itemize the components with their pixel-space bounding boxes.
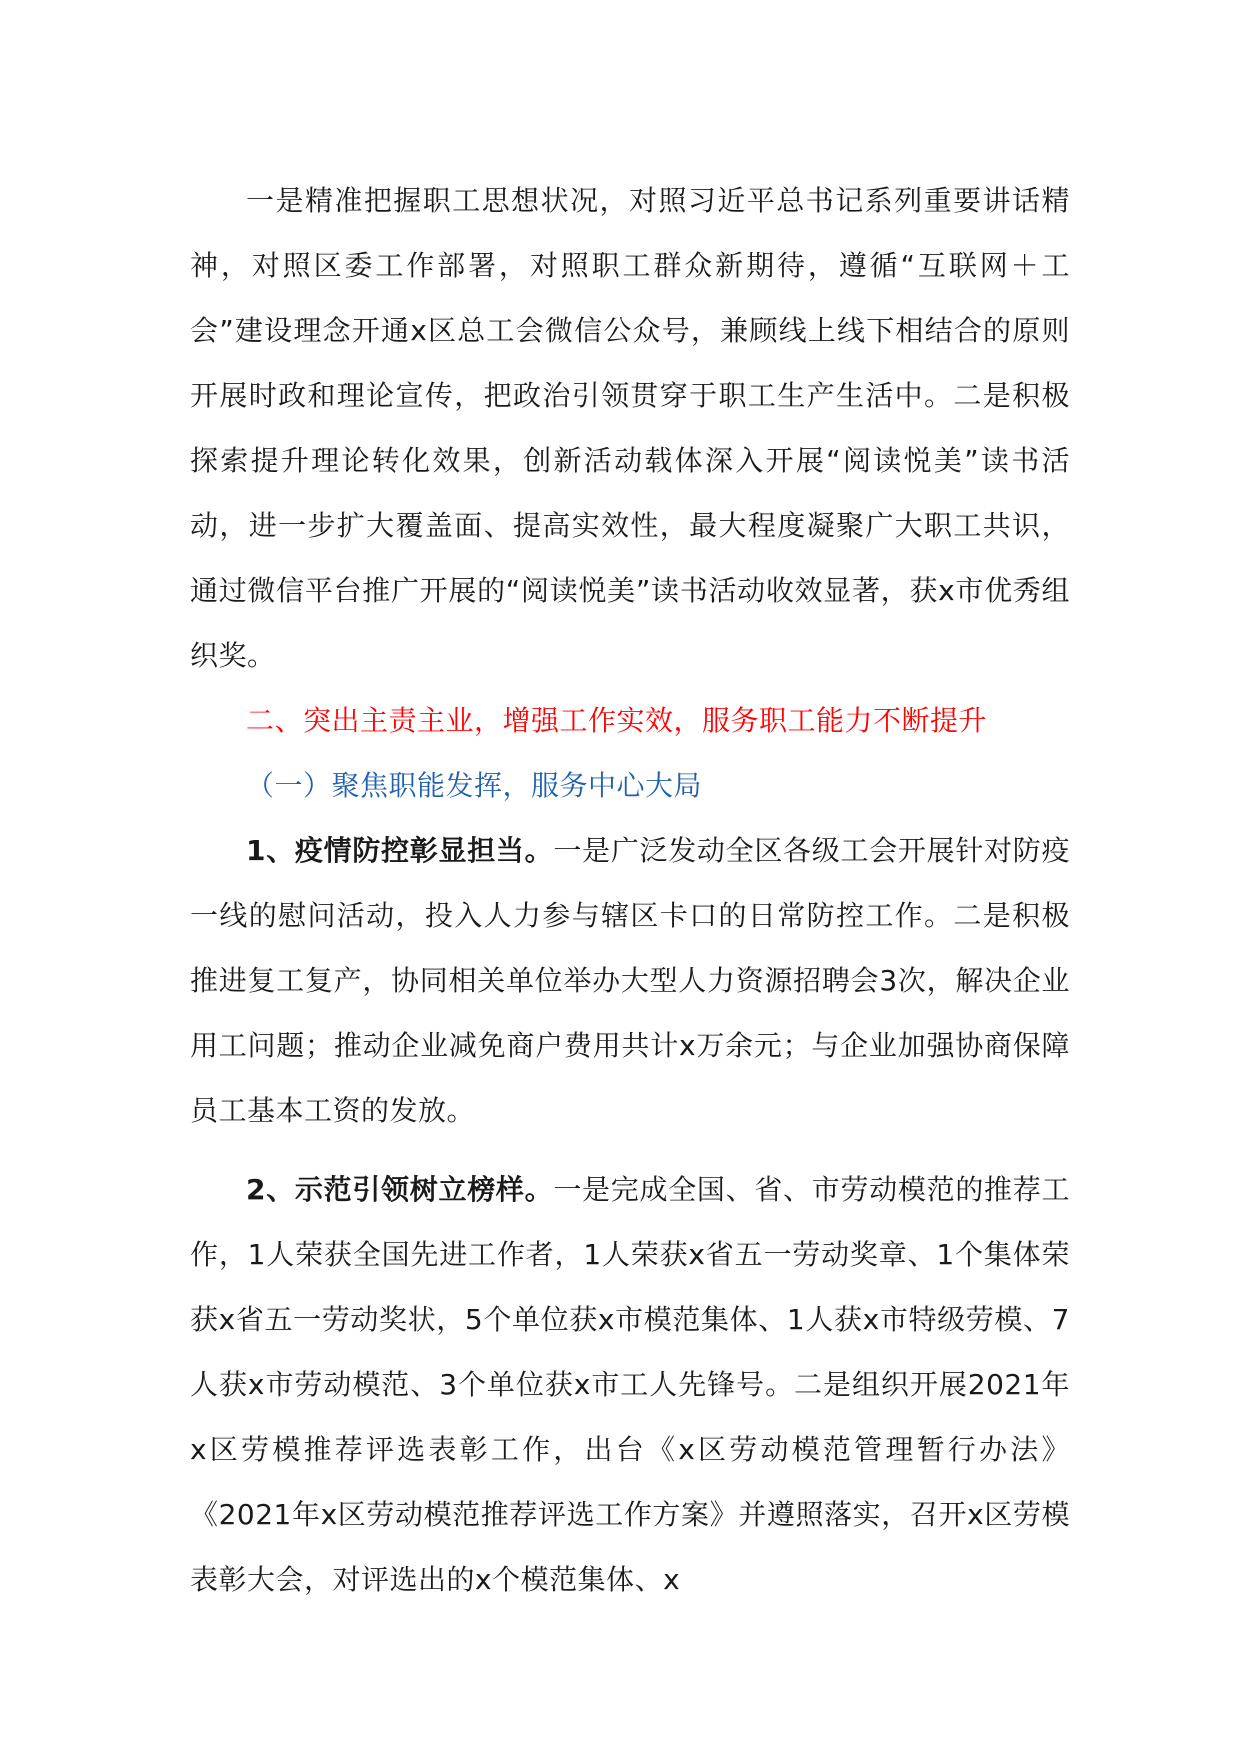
item-1-title: 1、疫情防控彰显担当。 xyxy=(246,834,554,867)
subsection-heading: （一）聚焦职能发挥，服务中心大局 xyxy=(246,769,703,802)
item-2-paragraph xyxy=(190,1157,1070,1612)
document-page xyxy=(190,168,1070,1612)
section-heading: 二、突出主责主业，增强工作实效，服务职工能力不断提升 xyxy=(246,704,988,737)
body-paragraph-1: 一是精准把握职工思想状况，对照习近平总书记系列重要讲话精神，对照区委工作部署，对照职工群众新期待，遵循“互联网＋工会”建设理念开通x区总工会微信公众号，兼顾线上线下相结合的原则开展时政和理论宣传，把政治引领贯穿于职工生产生活中。二是积极探索提升理论转化效果，创新活动载体深入开展“阅读悦美”读书活动，进一步扩大覆盖面、提高实效性，最大程度凝聚广大职工共识，通过微信平台推广开展的“阅读悦美”读书活动收效显著，获x市优秀组织奖。 xyxy=(190,184,1070,672)
item-1-body: 一是广泛发动全区各级工会开展针对防疫一线的慰问活动，投入人力参与辖区卡口的日常防控工作。二是积极推进复工复产，协同相关单位举办大型人力资源招聘会3次，解决企业用工问题；推动企业减免商户费用共计x万余元；与企业加强协商保障员工基本工资的发放。 xyxy=(190,834,1070,1127)
item-2-body: 一是完成全国、省、市劳动模范的推荐工作，1人荣获全国先进工作者，1人荣获x省五一劳动奖章、1个集体荣获x省五一劳动奖状，5个单位获x市模范集体、1人获x市特级劳模、7人获x市劳动模范、3个单位获x市工人先锋号。二是组织开展2021年x区劳模推荐评选表彰工作，出台《x区劳动模范管理暂行办法》《2021年x区劳动模范推荐评选工作方案》并遵照落实，召开x区劳模表彰大会，对评选出的x个模范集体、x xyxy=(190,1173,1070,1596)
item-2-title: 2、示范引领树立榜样。 xyxy=(246,1173,554,1206)
item-1-paragraph xyxy=(190,818,1070,1143)
